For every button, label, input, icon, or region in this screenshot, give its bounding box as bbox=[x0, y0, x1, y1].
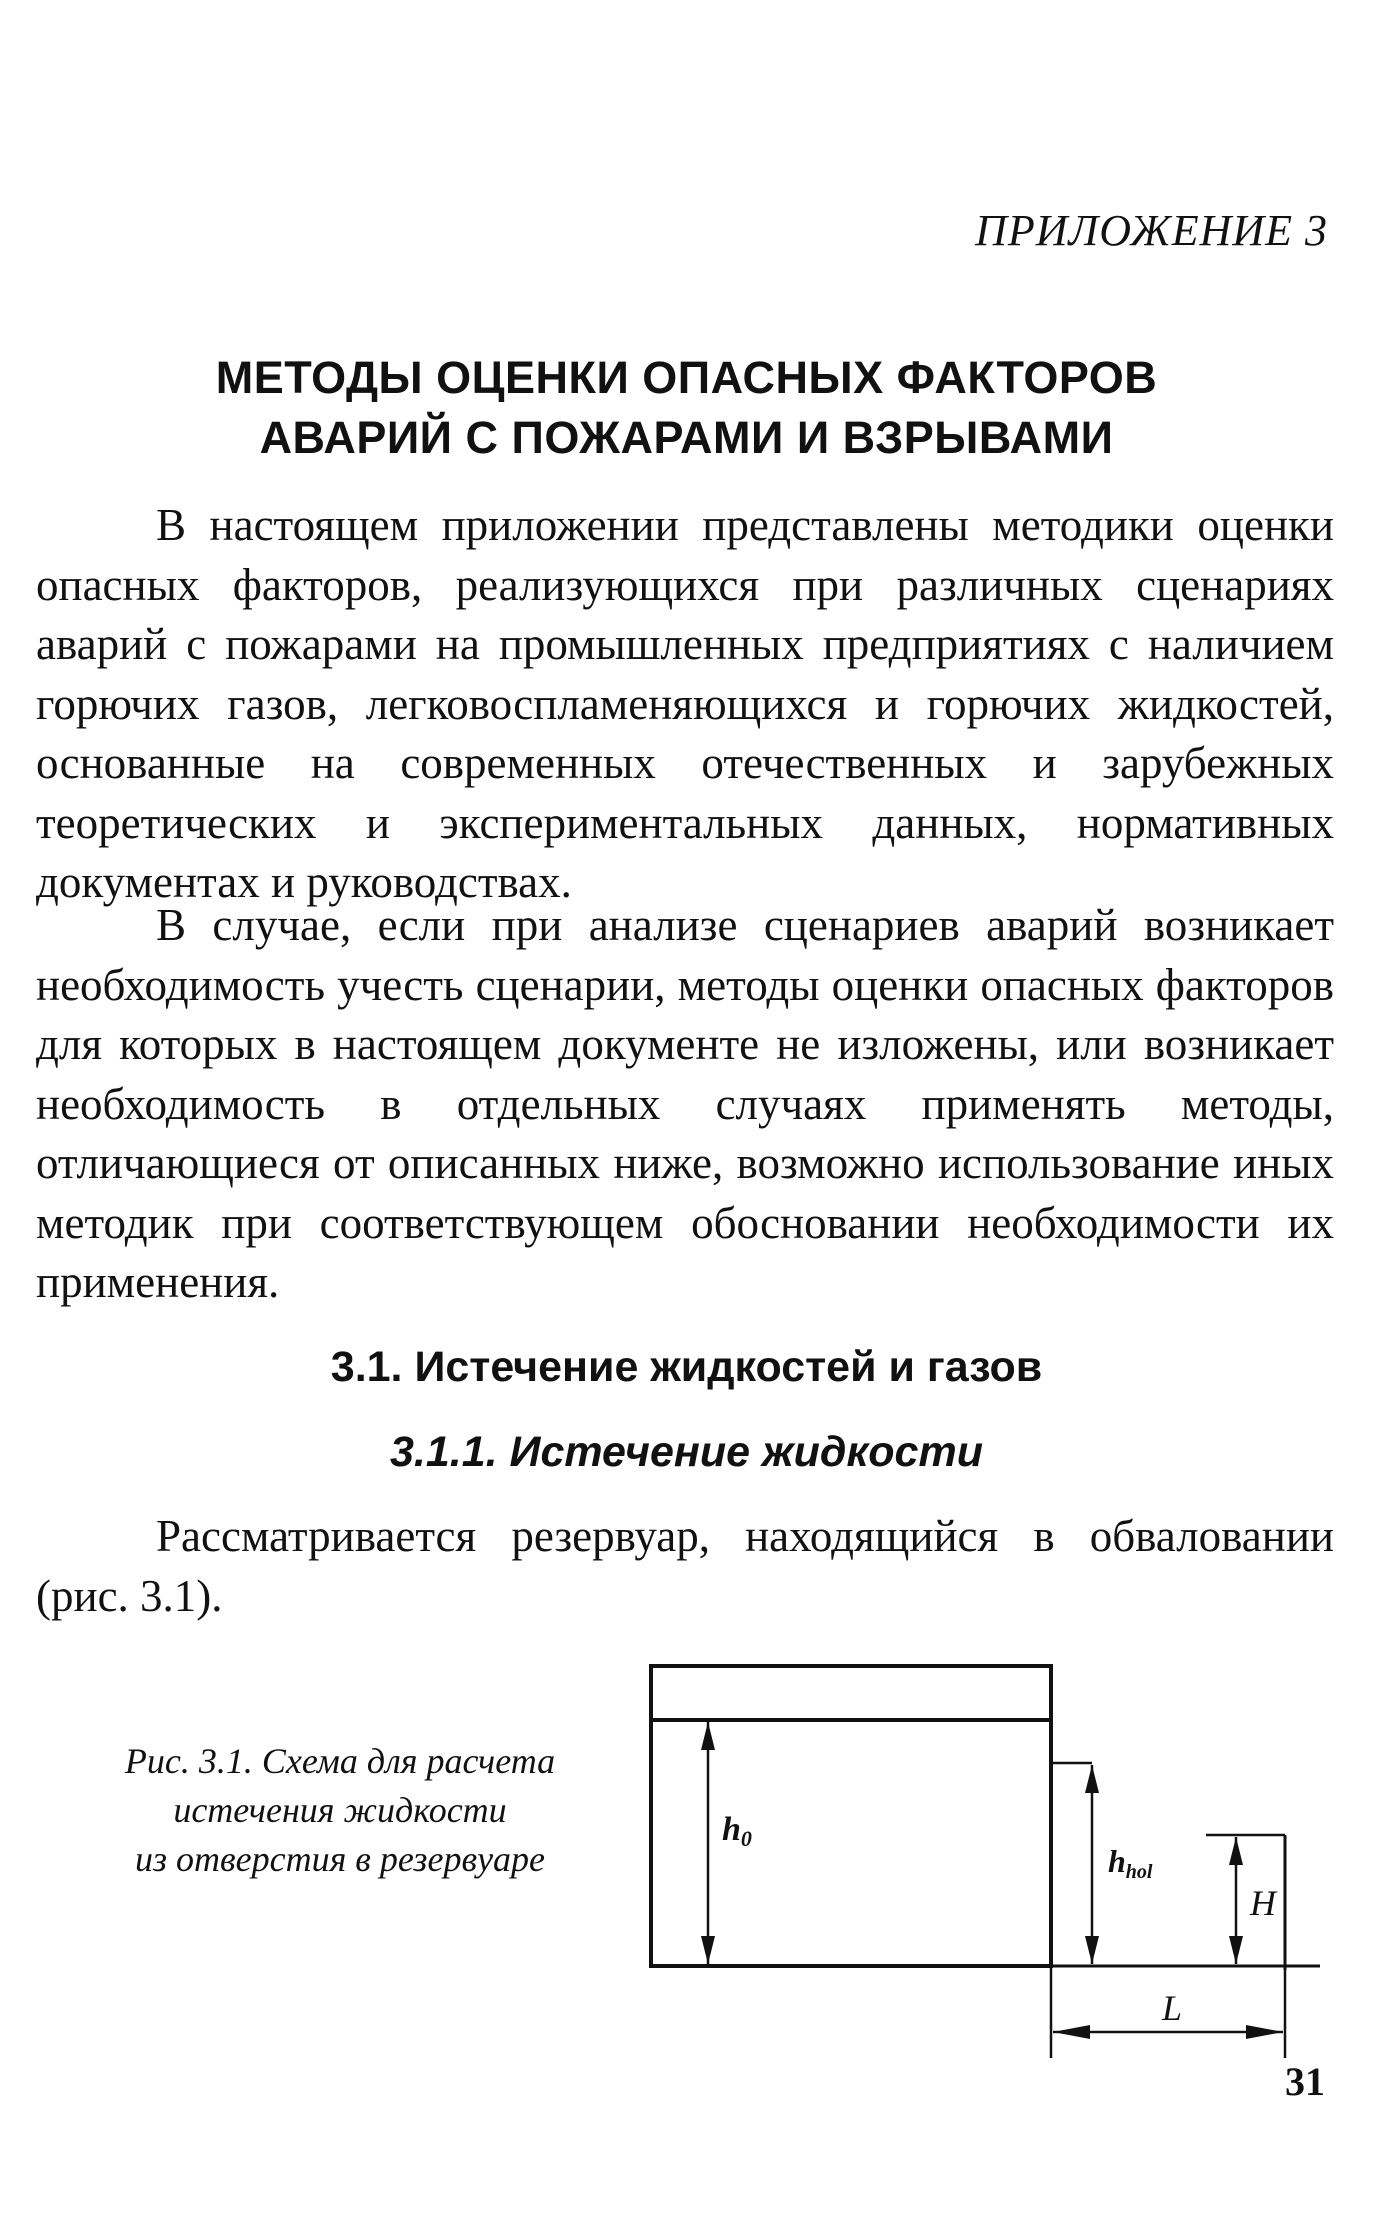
h0-dimension-arrow bbox=[701, 1722, 715, 1964]
h0-label-main: h bbox=[722, 1811, 741, 1848]
hhol-label bbox=[1108, 1843, 1153, 1883]
page-number: 31 bbox=[1285, 2059, 1325, 2104]
main-title-line-1: МЕТОДЫ ОЦЕНКИ ОПАСНЫХ ФАКТОРОВ bbox=[215, 352, 1158, 403]
figure-caption bbox=[60, 1737, 620, 1884]
hhol-label-sub: hol bbox=[1125, 1861, 1153, 1883]
appendix-label: ПРИЛОЖЕНИЕ 3 bbox=[975, 206, 1328, 255]
subsection-title: 3.1.1. Истечение жидкости bbox=[390, 1428, 983, 1476]
paragraph-scenarios: В случае, если при анализе сценариев аварий возникает необходимость учесть сценарии, методы оценки опасных факторов для которых в настоящем документе не изложены, или возникает необходимость в отдельных случаях применять методы, отличающиеся от описанных ниже, возможно использование иных методик при соответствующем обосновании необходимости их применения. bbox=[36, 900, 1334, 1307]
h0-label bbox=[722, 1811, 752, 1851]
figure-caption-line-1: Рис. 3.1. Схема для расчета bbox=[124, 1741, 556, 1781]
figure-caption-line-2: истечения жидкости bbox=[173, 1790, 507, 1830]
section-title: 3.1. Истечение жидкостей и газов bbox=[330, 1343, 1043, 1391]
tank-outline bbox=[651, 1666, 1051, 1966]
figure-caption-line-3: из отверстия в резервуаре bbox=[134, 1839, 546, 1879]
main-title bbox=[40, 348, 1333, 468]
tank-diagram bbox=[630, 1640, 1320, 2060]
paragraph-tank: Рассматривается резервуар, находящийся в обваловании (рис. 3.1). bbox=[36, 1511, 1334, 1621]
hhol-label-main: h bbox=[1108, 1843, 1126, 1879]
main-title-line-2: АВАРИЙ С ПОЖАРАМИ И ВЗРЫВАМИ bbox=[259, 412, 1114, 463]
paragraph-intro: В настоящем приложении представлены методики оценки опасных факторов, реализующихся при различных сценариях аварий с пожарами на промышленных предприятиях с наличием горючих газов, легковоспламеняющихся и горючих жидкостей, основанные на современных отечественных и зарубежных теоретических и экспериментальных данных, нормативных документах и руководствах. bbox=[36, 500, 1334, 907]
H-label: H bbox=[1250, 1883, 1276, 1923]
H-dimension-arrow bbox=[1229, 1837, 1243, 1964]
h0-label-sub: 0 bbox=[740, 1826, 752, 1851]
L-label: L bbox=[1162, 1988, 1183, 2028]
